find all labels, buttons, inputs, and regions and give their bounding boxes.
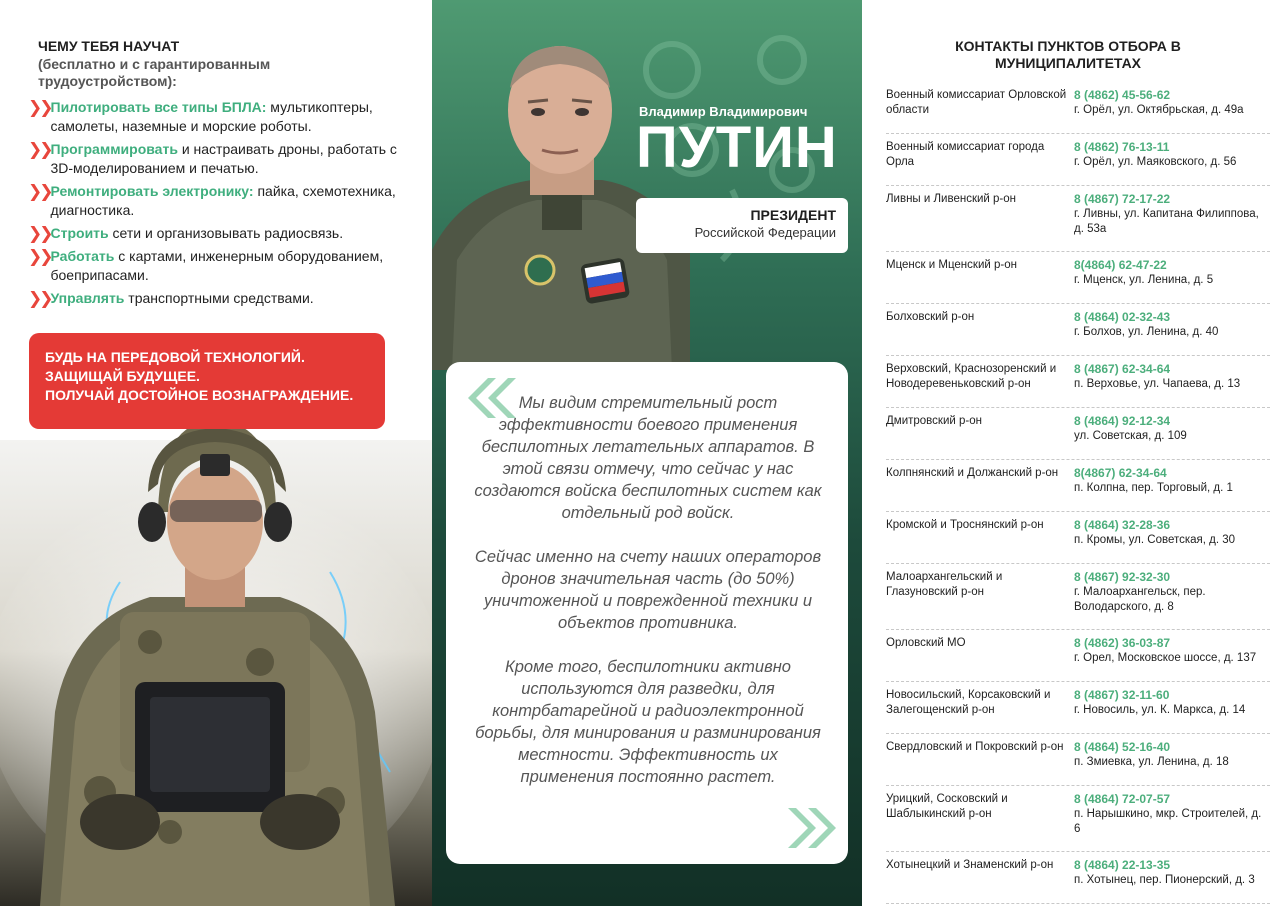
- double-chevron-icon: ❯❯: [28, 289, 51, 308]
- left-panel: [0, 0, 432, 906]
- right-panel: [862, 0, 1280, 906]
- contact-address: г. Новосиль, ул. К. Маркса, д. 14: [1074, 704, 1246, 716]
- skills-subheading: (бесплатно и с гарантированным трудоустройством):: [38, 56, 271, 89]
- contacts-list: [886, 82, 1270, 904]
- promo-line: ЗАЩИЩАЙ БУДУЩЕЕ.: [45, 368, 200, 384]
- contact-info: [1074, 564, 1270, 629]
- contact-row: [886, 734, 1270, 786]
- contact-info: [1074, 630, 1270, 681]
- contact-row: [886, 356, 1270, 408]
- quote-text: [472, 392, 824, 810]
- skill-highlight: Программировать: [50, 141, 178, 157]
- skill-highlight: Ремонтировать электронику:: [50, 183, 254, 199]
- contact-address: г. Малоархангельск, пер. Володарского, д. 8: [1074, 586, 1206, 613]
- middle-panel: [432, 0, 862, 906]
- contact-info: [1074, 786, 1270, 851]
- contact-row: [886, 408, 1270, 460]
- contact-info: [1074, 460, 1270, 511]
- contact-info: [1074, 134, 1270, 185]
- skill-text: с картами, инженерным оборудованием, боеприпасами.: [50, 248, 384, 283]
- contact-info: [1074, 852, 1270, 903]
- contact-area: Свердловский и Покровский р-он: [886, 741, 1064, 753]
- contact-area: Урицкий, Сосковский и Шаблыкинский р-он: [886, 793, 1008, 820]
- contact-row: [886, 186, 1270, 252]
- contact-address: п. Хотынец, пер. Пионерский, д. 3: [1074, 874, 1255, 886]
- double-chevron-icon: ❯❯: [28, 247, 51, 266]
- contact-row: [886, 564, 1270, 630]
- skill-text: пайка, схемотехника, диагностика.: [50, 183, 396, 218]
- skill-highlight: Строить: [50, 225, 109, 241]
- skill-item: [28, 140, 408, 178]
- contact-area: Военный комиссариат города Орла: [886, 141, 1045, 168]
- double-chevron-icon: ❯❯: [28, 140, 51, 159]
- contact-area: Орловский МО: [886, 637, 966, 649]
- contact-area: Хотынецкий и Знаменский р-он: [886, 859, 1054, 871]
- quote-close-icon: [788, 806, 840, 850]
- contact-area: Дмитровский р-он: [886, 415, 982, 427]
- president-last-name: ПУТИН: [636, 115, 838, 180]
- contact-address: г. Ливны, ул. Капитана Филиппова, д. 53а: [1074, 208, 1259, 235]
- contact-row: [886, 252, 1270, 304]
- contact-address: п. Колпна, пер. Торговый, д. 1: [1074, 482, 1233, 494]
- contact-row: [886, 304, 1270, 356]
- skill-item: [28, 247, 408, 285]
- contact-phone[interactable]: 8 (4867) 72-17-22: [1074, 192, 1171, 206]
- skill-text: мультикоптеры, самолеты, наземные и морские роботы.: [50, 99, 373, 134]
- contact-phone[interactable]: 8 (4864) 92-12-34: [1074, 414, 1171, 428]
- contact-info: [1074, 512, 1270, 563]
- promo-banner: [29, 333, 385, 429]
- skill-text: транспортными средствами.: [124, 290, 314, 306]
- quote-paragraph: Сейчас именно на счету наших операторов дронов значительная часть (до 50%) уничтоженной и поврежденной техники и объектов противника.: [474, 548, 822, 632]
- contacts-heading: КОНТАКТЫ ПУНКТОВ ОТБОРА В МУНИЦИПАЛИТЕТАХ: [955, 38, 1181, 71]
- contact-row: [886, 460, 1270, 512]
- contact-info: [1074, 356, 1270, 407]
- contact-phone[interactable]: 8 (4864) 52-16-40: [1074, 740, 1171, 754]
- contact-info: [1074, 734, 1270, 785]
- skill-item: [28, 224, 408, 243]
- skills-heading: ЧЕМУ ТЕБЯ НАУЧАТ: [38, 38, 180, 54]
- contact-phone[interactable]: 8 (4864) 22-13-35: [1074, 858, 1171, 872]
- contact-address: п. Нарышкино, мкр. Строителей, д. 6: [1074, 808, 1262, 835]
- skill-item: [28, 98, 408, 136]
- promo-line: БУДЬ НА ПЕРЕДОВОЙ ТЕХНОЛОГИЙ.: [45, 349, 305, 365]
- skill-highlight: Управлять: [50, 290, 125, 306]
- contact-row: [886, 786, 1270, 852]
- contact-phone[interactable]: 8 (4864) 32-28-36: [1074, 518, 1171, 532]
- contact-info: [1074, 82, 1270, 133]
- contact-phone[interactable]: 8 (4864) 72-07-57: [1074, 792, 1171, 806]
- contact-address: г. Орёл, ул. Маяковского, д. 56: [1074, 156, 1237, 168]
- contact-phone[interactable]: 8(4867) 62-34-64: [1074, 466, 1167, 480]
- contact-info: [1074, 186, 1270, 251]
- contact-area: Кромской и Троснянский р-он: [886, 519, 1044, 531]
- contact-phone[interactable]: 8 (4867) 92-32-30: [1074, 570, 1171, 584]
- contact-address: г. Орёл, ул. Октябрьская, д. 49а: [1074, 104, 1244, 116]
- contact-info: [1074, 408, 1270, 459]
- double-chevron-icon: ❯❯: [28, 224, 51, 243]
- quote-paragraph: Мы видим стремительный рост эффективности боевого применения беспилотных летательных аппаратов. В этой связи отмечу, что сейчас у нас создаются войска беспилотных систем как отдельный род войск.: [474, 394, 822, 522]
- contact-area: Болховский р-он: [886, 311, 975, 323]
- double-chevron-icon: ❯❯: [28, 182, 51, 201]
- contact-row: [886, 82, 1270, 134]
- contact-address: п. Кромы, ул. Советская, д. 30: [1074, 534, 1236, 546]
- contact-phone[interactable]: 8 (4864) 02-32-43: [1074, 310, 1171, 324]
- soldier-illustration: [0, 412, 432, 906]
- skill-highlight: Пилотировать все типы БПЛА:: [50, 99, 267, 115]
- skill-item: [28, 182, 408, 220]
- contact-address: г. Мценск, ул. Ленина, д. 5: [1074, 274, 1214, 286]
- contact-info: [1074, 304, 1270, 355]
- skills-list: [28, 98, 408, 312]
- contact-phone[interactable]: 8 (4862) 45-56-62: [1074, 88, 1171, 102]
- contact-row: [886, 682, 1270, 734]
- contact-row: [886, 630, 1270, 682]
- contact-address: ул. Советская, д. 109: [1074, 430, 1187, 442]
- skill-text: и настраивать дроны, работать с 3D-моделированием и печатью.: [50, 141, 397, 176]
- skill-highlight: Работать: [50, 248, 115, 264]
- contact-area: Колпнянский и Должанский р-он: [886, 467, 1059, 479]
- promo-line: ПОЛУЧАЙ ДОСТОЙНОЕ ВОЗНАГРАЖДЕНИЕ.: [45, 387, 354, 403]
- contact-address: п. Верховье, ул. Чапаева, д. 13: [1074, 378, 1241, 390]
- contact-address: г. Болхов, ул. Ленина, д. 40: [1074, 326, 1219, 338]
- president-country: Российской Федерации: [694, 225, 836, 240]
- contact-area: Военный комиссариат Орловской области: [886, 89, 1067, 116]
- contact-row: [886, 852, 1270, 904]
- double-chevron-icon: ❯❯: [28, 98, 51, 117]
- skill-item: [28, 289, 408, 308]
- president-title-box: [636, 198, 848, 253]
- president-first-name: Владимир Владимирович: [639, 104, 808, 119]
- contact-phone[interactable]: 8 (4862) 36-03-87: [1074, 636, 1171, 650]
- quote-card: [446, 362, 848, 864]
- contact-info: [1074, 682, 1270, 733]
- quote-paragraph: Кроме того, беспилотники активно используются для разведки, для контрбатарейной и радиоэлектронной борьбы, для минирования и разминирования местности. Эффективность их применения постоянно растет.: [475, 658, 821, 786]
- contact-row: [886, 512, 1270, 564]
- president-title: ПРЕЗИДЕНТ: [750, 207, 836, 223]
- contact-phone[interactable]: 8 (4862) 76-13-11: [1074, 140, 1170, 154]
- contact-area: Новосильский, Корсаковский и Залегощенский р-он: [886, 689, 1051, 716]
- contact-phone[interactable]: 8 (4867) 62-34-64: [1074, 362, 1171, 376]
- contact-area: Малоархангельский и Глазуновский р-он: [886, 571, 1003, 598]
- contact-phone[interactable]: 8(4864) 62-47-22: [1074, 258, 1167, 272]
- skill-text: сети и организовывать радиосвязь.: [108, 225, 344, 241]
- contact-row: [886, 134, 1270, 186]
- contact-address: г. Орел, Московское шоссе, д. 137: [1074, 652, 1257, 664]
- contact-area: Верховский, Краснозоренский и Новодеревеньковский р-он: [886, 363, 1057, 390]
- contact-address: п. Змиевка, ул. Ленина, д. 18: [1074, 756, 1229, 768]
- contact-area: Ливны и Ливенский р-он: [886, 193, 1017, 205]
- contact-phone[interactable]: 8 (4867) 32-11-60: [1074, 688, 1170, 702]
- contact-area: Мценск и Мценский р-он: [886, 259, 1017, 271]
- contact-info: [1074, 252, 1270, 303]
